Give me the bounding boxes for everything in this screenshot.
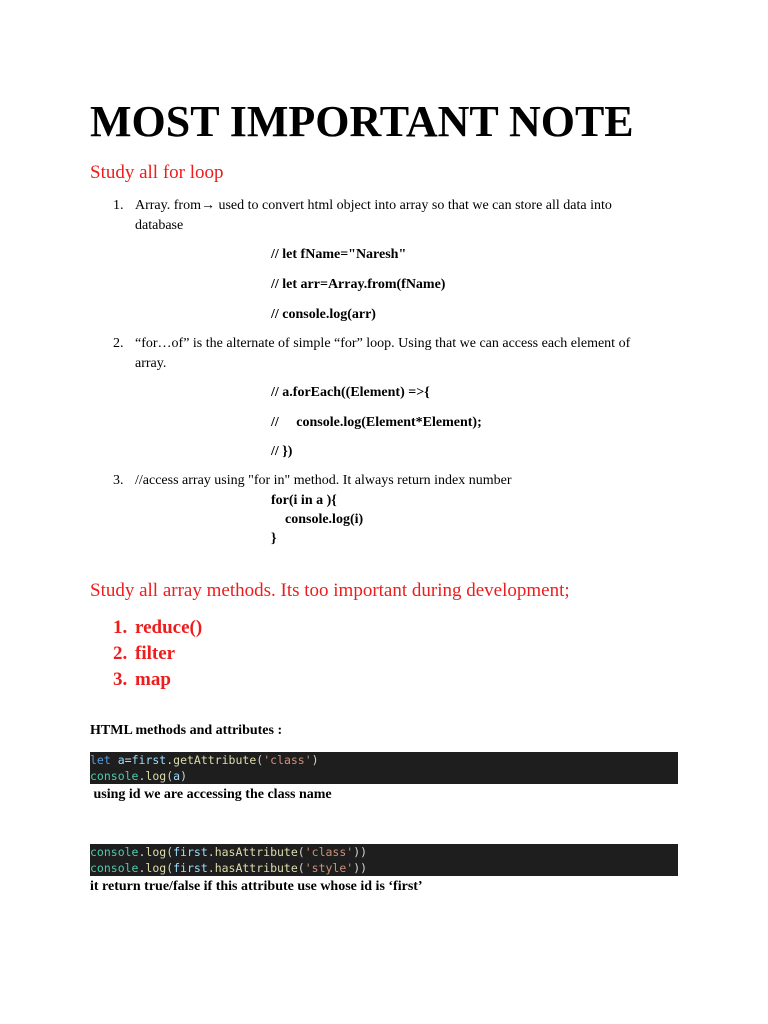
- list-item-text-cont: database: [135, 218, 184, 233]
- code-caption: using id we are accessing the class name: [90, 787, 332, 802]
- code-line: // let arr=Array.from(fName): [271, 277, 446, 292]
- section-heading-html-methods: HTML methods and attributes :: [90, 723, 283, 738]
- code-line: // console.log(Element*Element);: [271, 415, 482, 430]
- section-heading-array-methods: Study all array methods. Its too important during development;: [90, 580, 570, 601]
- array-method-map: map: [135, 669, 171, 690]
- code-block-hasattribute: console.log(first.hasAttribute('class')) console.log(first.hasAttribute('style')): [90, 844, 678, 876]
- list-number: 3.: [113, 473, 124, 488]
- page-title: MOST IMPORTANT NOTE: [90, 97, 634, 146]
- code-line: }: [271, 531, 277, 546]
- code-line: // let fName="Naresh": [271, 247, 407, 262]
- section-heading-for-loop: Study all for loop: [90, 162, 224, 183]
- code-line: console.log(i): [271, 512, 364, 527]
- list-item-text: //access array using "for in" method. It always return index number: [135, 473, 512, 488]
- list-number: 3.: [113, 669, 128, 690]
- list-item-text: “for…of” is the alternate of simple “for” loop. Using that we can access each element of: [135, 336, 631, 351]
- list-item-text: Array. from→ used to convert html object into array so that we can store all data into: [135, 198, 612, 213]
- list-number: 1.: [113, 198, 124, 213]
- list-number: 1.: [113, 617, 128, 638]
- code-caption: it return true/false if this attribute use whose id is ‘first’: [90, 879, 423, 894]
- code-line: for(i in a ){: [271, 493, 337, 508]
- code-line: // }): [271, 444, 293, 459]
- code-line: // a.forEach((Element) =>{: [271, 385, 430, 400]
- list-number: 2.: [113, 336, 124, 351]
- code-line: // console.log(arr): [271, 307, 376, 322]
- array-method-filter: filter: [135, 643, 176, 664]
- code-block-getattribute: let a=first.getAttribute('class') console.log(a): [90, 752, 678, 784]
- list-number: 2.: [113, 643, 128, 664]
- list-item-text-cont: array.: [135, 356, 167, 371]
- array-method-reduce: reduce(): [135, 617, 203, 638]
